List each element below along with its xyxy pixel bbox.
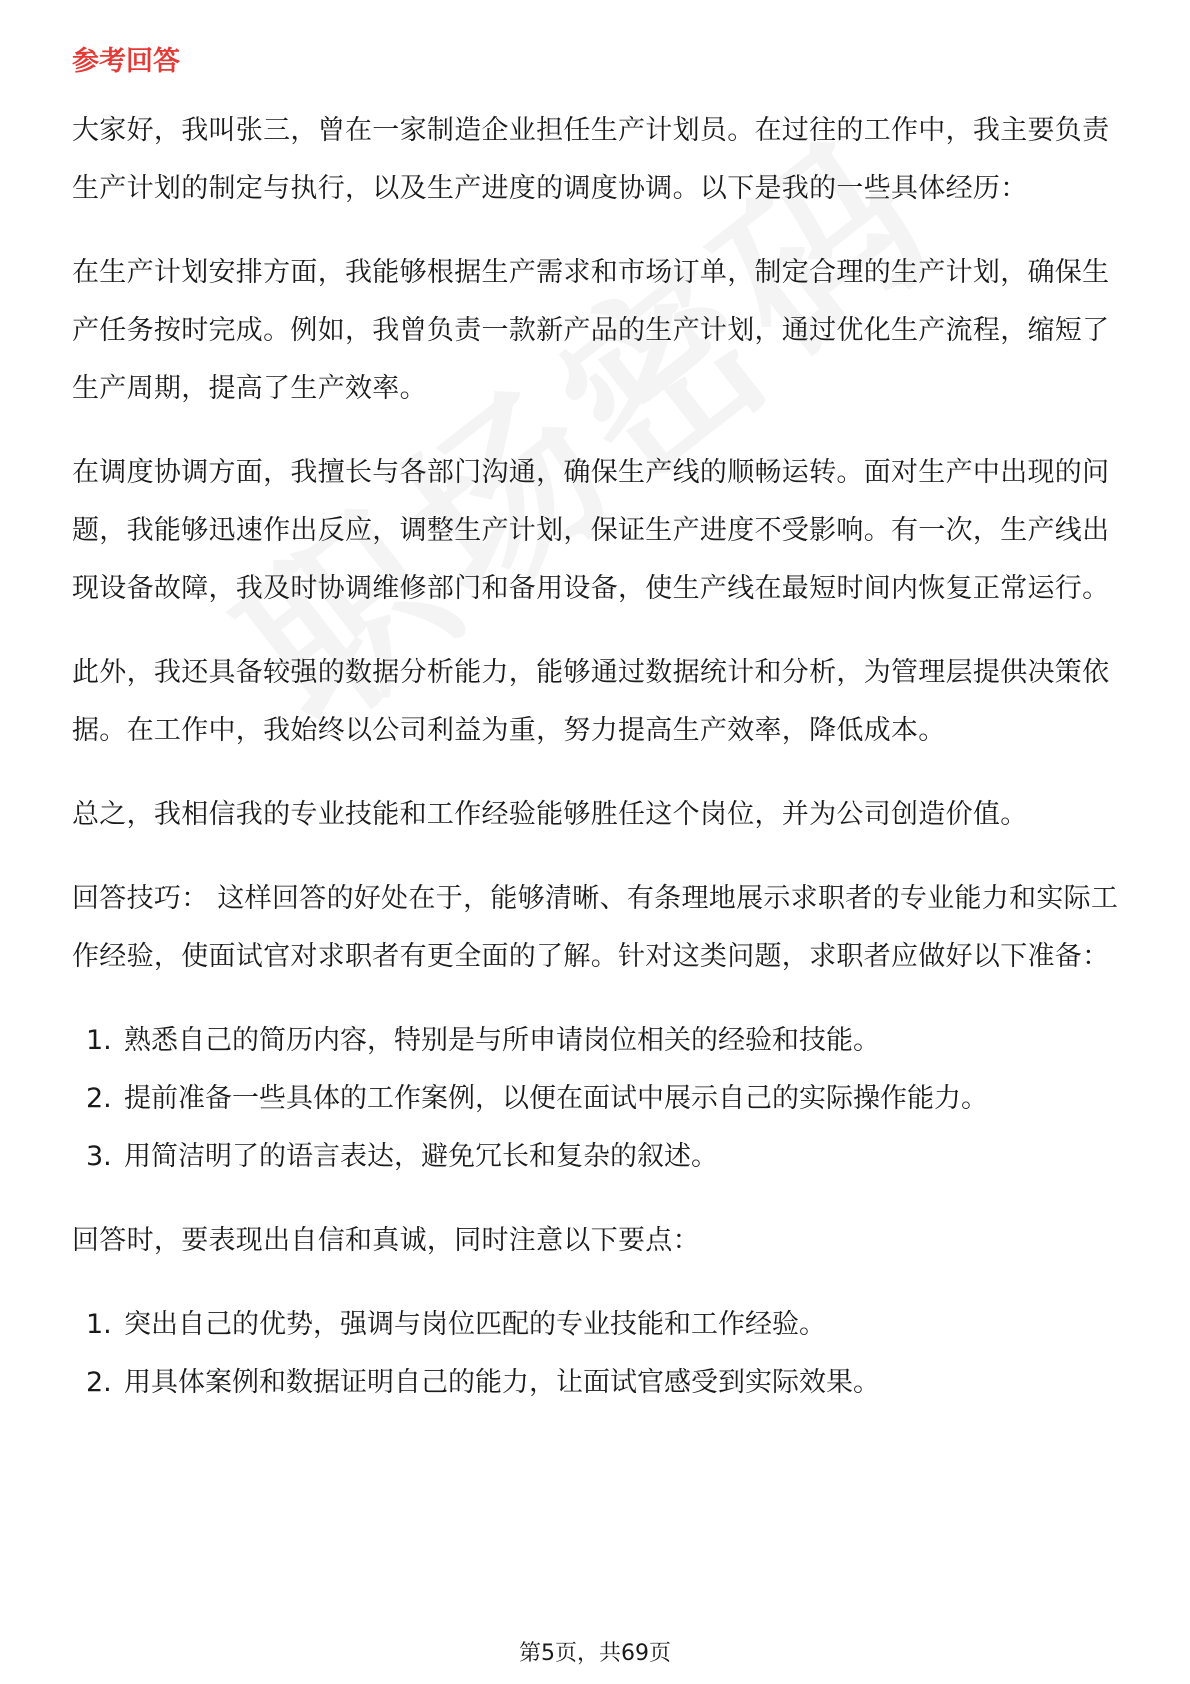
list-item (72, 1070, 1132, 1128)
key-points-list (72, 1296, 1132, 1412)
list-text: 提前准备一些具体的工作案例，以便在面试中展示自己的实际操作能力。 (124, 1083, 988, 1114)
list-item (72, 1354, 1132, 1412)
page-footer: 第5页，共69页 (519, 1641, 671, 1666)
list-item (72, 1296, 1132, 1354)
section-heading: 参考回答 (72, 46, 180, 77)
list-number: 2. (86, 1083, 112, 1114)
list-text: 用具体案例和数据证明自己的能力，让面试官感受到实际效果。 (124, 1367, 880, 1398)
paragraph-analysis: 此外，我还具备较强的数据分析能力，能够通过数据统计和分析，为管理层提供决策依据。在工作中，我始终以公司利益为重，努力提高生产效率，降低成本。 (72, 657, 1110, 746)
list-number: 1. (86, 1025, 112, 1056)
paragraph-coordination: 在调度协调方面，我擅长与各部门沟通，确保生产线的顺畅运转。面对生产中出现的问题，我能够迅速作出反应，调整生产计划，保证生产进度不受影响。有一次，生产线出现设备故障，我及时协调维修部门和备用设备，使生产线在最短时间内恢复正常运行。 (72, 457, 1110, 604)
list-number: 2. (86, 1367, 112, 1398)
document-page (72, 44, 1132, 1438)
list-text: 突出自己的优势，强调与岗位匹配的专业技能和工作经验。 (124, 1309, 826, 1340)
list-number: 1. (86, 1309, 112, 1340)
paragraph-planning: 在生产计划安排方面，我能够根据生产需求和市场订单，制定合理的生产计划，确保生产任务按时完成。例如，我曾负责一款新产品的生产计划，通过优化生产流程，缩短了生产周期，提高了生产效率。 (72, 257, 1110, 404)
paragraph-summary: 总之，我相信我的专业技能和工作经验能够胜任这个岗位，并为公司创造价值。 (72, 799, 1028, 830)
list-text: 用简洁明了的语言表达，避免冗长和复杂的叙述。 (124, 1141, 718, 1172)
paragraph-intro: 大家好，我叫张三，曾在一家制造企业担任生产计划员。在过往的工作中，我主要负责生产计划的制定与执行，以及生产进度的调度协调。以下是我的一些具体经历： (72, 115, 1110, 204)
preparation-list (72, 1012, 1132, 1186)
list-text: 熟悉自己的简历内容，特别是与所申请岗位相关的经验和技能。 (124, 1025, 880, 1056)
list-item (72, 1128, 1132, 1186)
paragraph-answer-points: 回答时，要表现出自信和真诚，同时注意以下要点： (72, 1225, 700, 1256)
paragraph-tips: 回答技巧： 这样回答的好处在于，能够清晰、有条理地展示求职者的专业能力和实际工作经验，使面试官对求职者有更全面的了解。针对这类问题，求职者应做好以下准备： (72, 883, 1119, 972)
list-number: 3. (86, 1141, 112, 1172)
list-item (72, 1012, 1132, 1070)
